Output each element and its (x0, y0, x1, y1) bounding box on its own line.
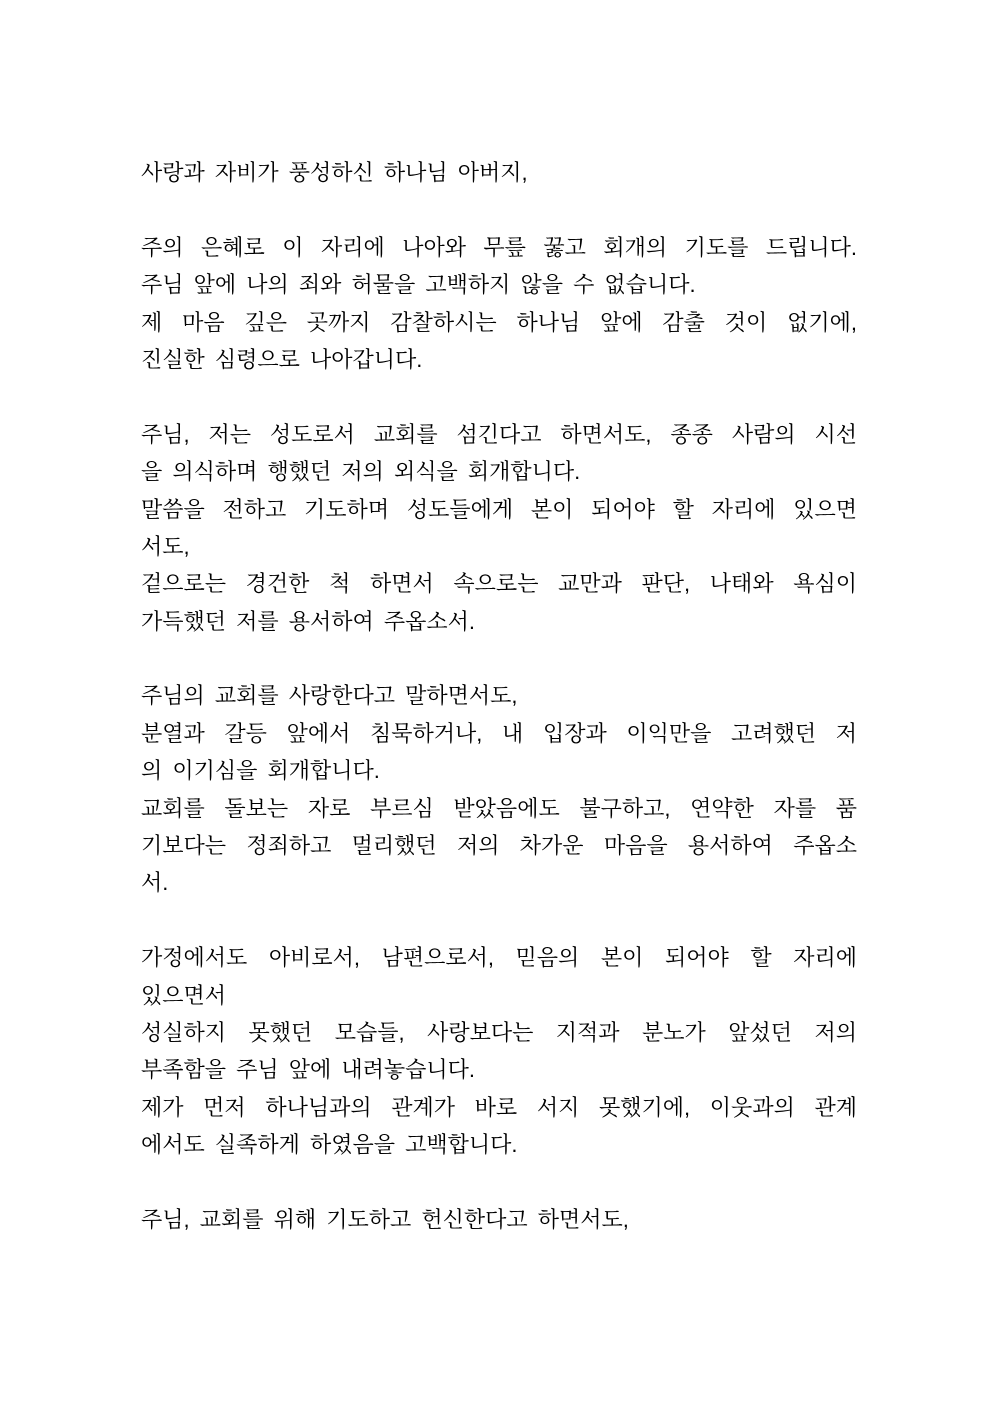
text-line: 성실하지 못했던 모습들, 사랑보다는 지적과 분노가 앞섰던 저의 (141, 1019, 857, 1045)
text-line: 교회를 돌보는 자로 부르심 받았음에도 불구하고, 연약한 자를 품 (141, 795, 857, 821)
text-line: 을 의식하며 행했던 저의 외식을 회개합니다. (141, 459, 581, 485)
text-line: 의 이기심을 회개합니다. (141, 758, 380, 784)
text-line: 분열과 갈등 앞에서 침묵하거나, 내 입장과 이익만을 고려했던 저 (141, 720, 857, 746)
text-line: 사랑과 자비가 풍성하신 하나님 아버지, (141, 160, 528, 185)
text-line: 기보다는 정죄하고 멀리했던 저의 차가운 마음을 용서하여 주옵소 (141, 833, 857, 859)
document-page (141, 154, 857, 1238)
paragraph (141, 939, 857, 1163)
text-line: 주님의 교회를 사랑한다고 말하면서도, (141, 683, 518, 709)
paragraph (141, 416, 857, 640)
text-line: 주님, 저는 성도로서 교회를 섬긴다고 하면서도, 종종 사람의 시선 (141, 421, 857, 447)
text-line: 주님 앞에 나의 죄와 허물을 고백하지 않을 수 없습니다. (141, 272, 696, 298)
paragraph (141, 1201, 857, 1238)
text-line: 서. (141, 870, 169, 896)
paragraph (141, 154, 857, 191)
text-line: 말씀을 전하고 기도하며 성도들에게 본이 되어야 할 자리에 있으면 (141, 496, 857, 522)
text-line: 가정에서도 아비로서, 남편으로서, 믿음의 본이 되어야 할 자리에 (141, 945, 857, 971)
text-line: 서도, (141, 533, 190, 559)
text-line: 주님, 교회를 위해 기도하고 헌신한다고 하면서도, (141, 1206, 629, 1232)
paragraph (141, 677, 857, 901)
text-line: 제 마음 깊은 곳까지 감찰하시는 하나님 앞에 감출 것이 없기에, (141, 309, 857, 335)
text-line: 제가 먼저 하나님과의 관계가 바로 서지 못했기에, 이웃과의 관계 (141, 1094, 857, 1120)
text-line: 에서도 실족하게 하였음을 고백합니다. (141, 1132, 518, 1158)
text-line: 겉으로는 경건한 척 하면서 속으로는 교만과 판단, 나태와 욕심이 (141, 571, 857, 597)
text-line: 부족함을 주님 앞에 내려놓습니다. (141, 1057, 475, 1083)
text-line: 진실한 심령으로 나아갑니다. (141, 346, 423, 372)
paragraph (141, 229, 857, 379)
text-line: 있으면서 (141, 982, 227, 1008)
text-line: 가득했던 저를 용서하여 주옵소서. (141, 608, 475, 634)
text-line: 주의 은혜로 이 자리에 나아와 무릎 꿇고 회개의 기도를 드립니다. (141, 234, 857, 260)
